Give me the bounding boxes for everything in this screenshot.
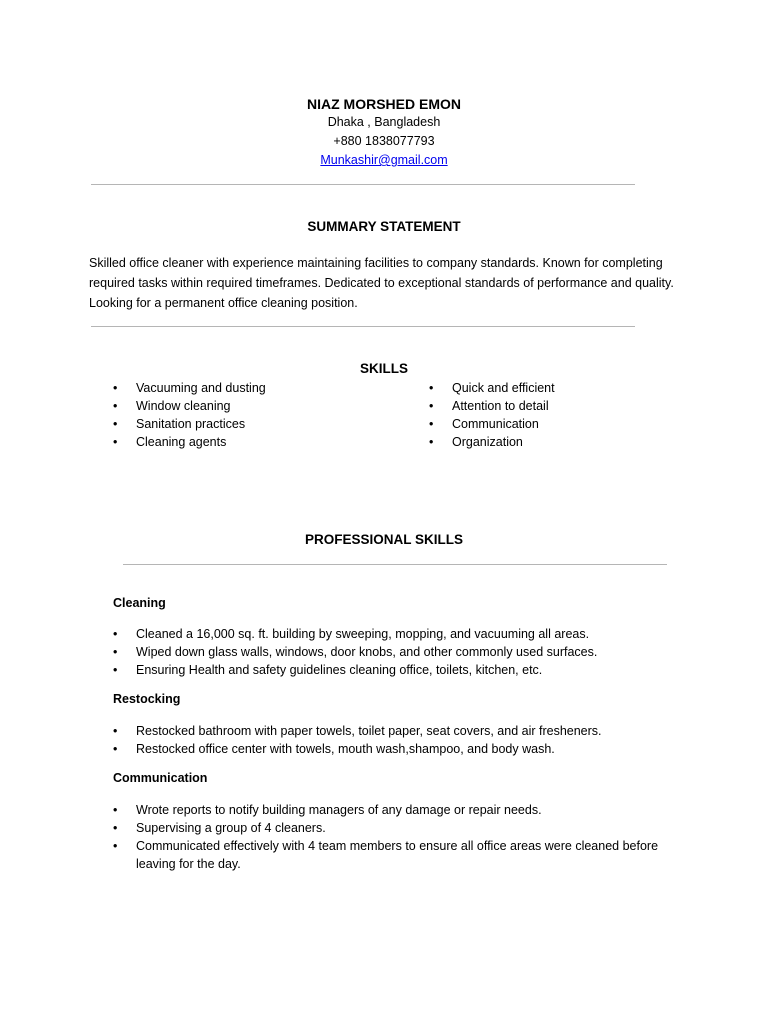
subheading-cleaning: Cleaning: [113, 596, 166, 610]
subheading-restocking: Restocking: [113, 692, 181, 706]
cleaning-list: [113, 625, 683, 679]
subheading-communication: Communication: [113, 771, 208, 785]
skill-item: • Attention to detail: [429, 397, 555, 415]
list-item: • Ensuring Health and safety guidelines cleaning office, toilets, kitchen, etc.: [113, 661, 683, 679]
list-item: • Cleaned a 16,000 sq. ft. building by sweeping, mopping, and vacuuming all areas.: [113, 625, 683, 643]
divider: [123, 564, 667, 565]
list-item: • Restocked bathroom with paper towels, toilet paper, seat covers, and air fresheners.: [113, 722, 683, 740]
contact-header: [0, 95, 768, 170]
divider: [91, 184, 635, 185]
skill-item: • Sanitation practices: [113, 415, 266, 433]
list-item: • Communicated effectively with 4 team members to ensure all office areas were cleaned before leaving for the day.: [113, 837, 683, 873]
divider: [91, 326, 635, 327]
summary-title: SUMMARY STATEMENT: [307, 219, 461, 234]
skill-item: • Quick and efficient: [429, 379, 555, 397]
skills-list-left: [113, 379, 266, 451]
candidate-name: NIAZ MORSHED EMON: [307, 96, 461, 112]
skills-list-right: [429, 379, 555, 451]
email-link[interactable]: Munkashir@gmail.com: [320, 153, 448, 167]
list-item: • Wrote reports to notify building managers of any damage or repair needs.: [113, 801, 683, 819]
location: Dhaka , Bangladesh: [327, 115, 441, 129]
restocking-list: [113, 722, 683, 758]
list-item: • Restocked office center with towels, mouth wash,shampoo, and body wash.: [113, 740, 683, 758]
summary-text: Skilled office cleaner with experience maintaining facilities to company standards. Known for completing required tasks within required timeframes. Dedicated to exceptional standards of performance and quality. Looking for a permanent office cleaning position.: [89, 256, 674, 310]
skills-title: SKILLS: [359, 361, 408, 376]
professional-skills-title: PROFESSIONAL SKILLS: [304, 532, 464, 547]
list-item: • Wiped down glass walls, windows, door knobs, and other commonly used surfaces.: [113, 643, 683, 661]
skill-item: • Window cleaning: [113, 397, 266, 415]
skill-item: • Cleaning agents: [113, 433, 266, 451]
list-item: • Supervising a group of 4 cleaners.: [113, 819, 683, 837]
phone-number: +880 1838077793: [333, 134, 435, 148]
skill-item: • Communication: [429, 415, 555, 433]
skill-item: • Organization: [429, 433, 555, 451]
communication-list: [113, 801, 683, 873]
skill-item: • Vacuuming and dusting: [113, 379, 266, 397]
